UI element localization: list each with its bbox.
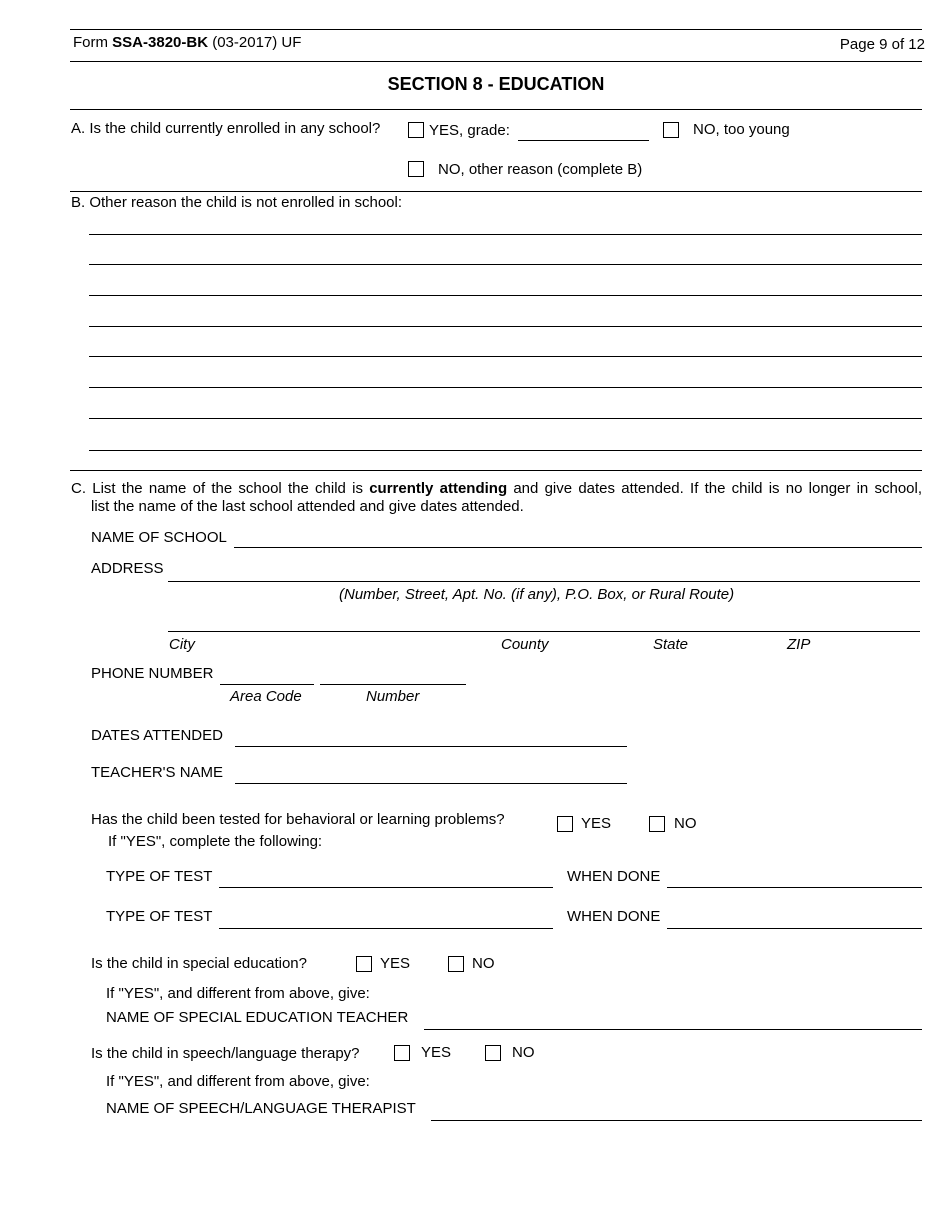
yes-grade-label: YES, grade: <box>429 122 510 139</box>
part-c-intro-pre: C. List the name of the school the child is <box>71 480 363 497</box>
address-label: ADDRESS <box>91 560 164 577</box>
phone-number-input[interactable] <box>320 684 466 685</box>
part-a-rule <box>70 191 922 192</box>
city-caption: City <box>169 636 195 653</box>
part-b-question: B. Other reason the child is not enrolled in school: <box>71 194 403 211</box>
reason-line-7[interactable] <box>89 418 922 419</box>
when-done-input-2[interactable] <box>667 928 922 929</box>
when-done-input-1[interactable] <box>667 887 922 888</box>
name-of-school-input[interactable] <box>234 547 922 548</box>
address-street-input[interactable] <box>168 581 920 582</box>
section-rule <box>70 109 922 110</box>
reason-line-6[interactable] <box>89 387 922 388</box>
tested-no-label: NO <box>674 815 697 832</box>
type-of-test-label-2: TYPE OF TEST <box>106 908 213 925</box>
address-caption: (Number, Street, Apt. No. (if any), P.O. Box, or Rural Route) <box>339 586 735 603</box>
part-c-intro-line-2: list the name of the last school attended and give dates attended. <box>91 498 524 515</box>
reason-line-4[interactable] <box>89 326 922 327</box>
speech-instruction: If "YES", and different from above, give: <box>106 1073 370 1090</box>
type-of-test-input-1[interactable] <box>219 887 553 888</box>
reason-line-3[interactable] <box>89 295 922 296</box>
special-ed-no-label: NO <box>472 955 495 972</box>
number-caption: Number <box>366 688 420 705</box>
speech-question: Is the child in speech/language therapy? <box>91 1045 360 1062</box>
special-ed-instruction: If "YES", and different from above, give: <box>106 985 370 1002</box>
part-c-intro <box>71 480 922 516</box>
no-other-reason-checkbox[interactable] <box>408 161 424 177</box>
testing-instruction: If "YES", complete the following: <box>108 833 323 850</box>
when-done-label-2: WHEN DONE <box>567 908 661 925</box>
speech-no-checkbox[interactable] <box>485 1045 501 1061</box>
special-ed-yes-checkbox[interactable] <box>356 956 372 972</box>
testing-question: Has the child been tested for behavioral or learning problems? <box>91 811 505 828</box>
part-a-question: A. Is the child currently enrolled in any school? <box>71 120 381 137</box>
reason-line-5[interactable] <box>89 356 922 357</box>
special-ed-teacher-label: NAME OF SPECIAL EDUCATION TEACHER <box>106 1009 409 1026</box>
teachers-name-label: TEACHER'S NAME <box>91 764 224 781</box>
section-title: SECTION 8 - EDUCATION <box>387 74 605 94</box>
header-bottom-rule <box>70 61 922 62</box>
speech-yes-checkbox[interactable] <box>394 1045 410 1061</box>
part-b-rule <box>70 470 922 471</box>
address-city-input[interactable] <box>168 631 920 632</box>
special-ed-question: Is the child in special education? <box>91 955 307 972</box>
tested-yes-label: YES <box>581 815 612 832</box>
special-ed-yes-label: YES <box>380 955 411 972</box>
name-of-school-label: NAME OF SCHOOL <box>91 529 227 546</box>
type-of-test-input-2[interactable] <box>219 928 553 929</box>
reason-line-1[interactable] <box>89 234 922 235</box>
zip-caption: ZIP <box>787 636 811 653</box>
teachers-name-input[interactable] <box>235 783 627 784</box>
no-too-young-checkbox[interactable] <box>663 122 679 138</box>
reason-line-8[interactable] <box>89 450 922 451</box>
form-suffix: (03-2017) UF <box>212 34 302 51</box>
grade-input[interactable] <box>518 140 649 141</box>
header-top-rule <box>70 29 922 30</box>
when-done-label-1: WHEN DONE <box>567 868 661 885</box>
state-caption: State <box>653 636 689 653</box>
no-too-young-label: NO, too young <box>693 121 790 138</box>
speech-therapist-label: NAME OF SPEECH/LANGUAGE THERAPIST <box>106 1100 416 1117</box>
special-ed-teacher-input[interactable] <box>424 1029 922 1030</box>
speech-yes-label: YES <box>421 1044 452 1061</box>
form-prefix: Form <box>73 34 108 51</box>
yes-grade-checkbox[interactable] <box>408 122 424 138</box>
special-ed-no-checkbox[interactable] <box>448 956 464 972</box>
speech-therapist-input[interactable] <box>431 1120 922 1121</box>
area-code-input[interactable] <box>220 684 314 685</box>
form-id <box>73 34 301 52</box>
dates-attended-label: DATES ATTENDED <box>91 727 223 744</box>
page-number: Page 9 of 12 <box>839 36 925 53</box>
type-of-test-label-1: TYPE OF TEST <box>106 868 213 885</box>
county-caption: County <box>501 636 549 653</box>
part-c-intro-bold: currently attending <box>369 480 508 497</box>
area-code-caption: Area Code <box>230 688 302 705</box>
part-c-intro-line-1 <box>71 480 922 498</box>
tested-yes-checkbox[interactable] <box>557 816 573 832</box>
tested-no-checkbox[interactable] <box>649 816 665 832</box>
reason-line-2[interactable] <box>89 264 922 265</box>
dates-attended-input[interactable] <box>235 746 627 747</box>
no-other-reason-label: NO, other reason (complete B) <box>438 161 643 178</box>
form-number: SSA-3820-BK <box>112 34 209 51</box>
speech-no-label: NO <box>512 1044 535 1061</box>
part-c-intro-post: and give dates attended. If the child is no longer in school, <box>513 480 923 497</box>
phone-number-label: PHONE NUMBER <box>91 665 214 682</box>
